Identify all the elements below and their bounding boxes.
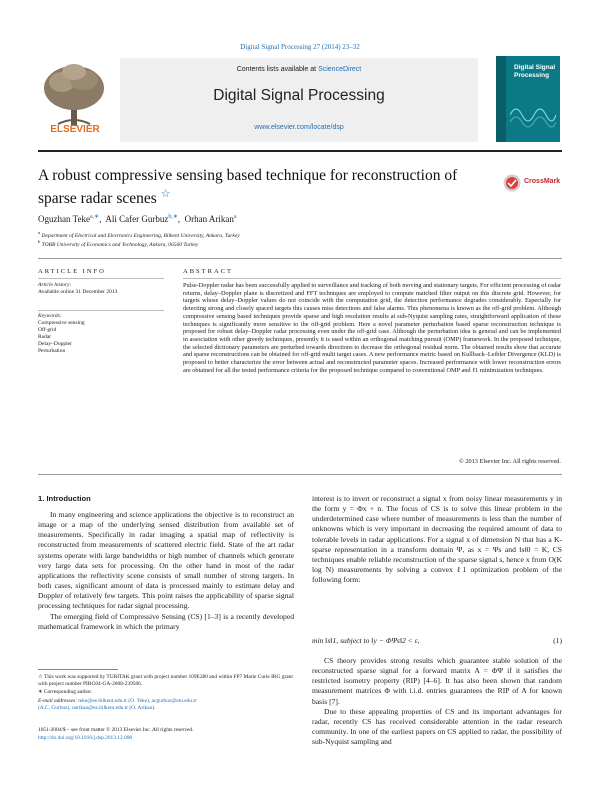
- abstract-text: Pulse-Doppler radar has been successfully applied to surveillance and tracking of both moving and stationary targets. For efficient processing of radar returns, delay–Doppler plane is discretized and FFT techniques are employed to compute matched filter output on this discrete grid. However, for targets whose delay–Doppler values do not coincide with the computation grid, the detection performance degrades considerably. Especially for detecting strong and closely spaced targets this causes miss detections and false alarms. This phenomena is known as the off-grid problem. Although compressive sensing based techniques provide sparse and high resolution results at sub-Nyquist sampling rates, straightforward application of these techniques is significantly more sensitive to the off-grid problem. Here a novel parameter perturbation based sparse reconstruction technique is proposed for robust delay–Doppler radar processing even under the off-grid case. Although the perturbation idea is general and can be implemented in association with other greedy techniques, presently it is used within an orthogonal matching pursuit (OMP) framework. In the proposed technique, the selected dictionary parameters are perturbed towards directions to decrease the orthogonal residual norm. The obtained results show that accurate and sparse reconstructions can be obtained for off-grid multi target cases. A new performance metric based on Kullback–Leibler Divergence (KLD) is proposed to better characterize the error between actual and reconstructed parameter spaces. Increased performance with lower reconstruction errors are obtained for all the tested performance criteria for the proposed technique compared to conventional OMP and ℓ1 minimization techniques.: [183, 282, 561, 374]
- article-title-text: A robust compressive sensing based technique for reconstruction of sparse radar scenes: [38, 167, 458, 208]
- keyword: Off-grid: [38, 327, 57, 333]
- crossmark-badge[interactable]: [503, 173, 565, 193]
- header-rule: [38, 150, 562, 152]
- article-info-heading: ARTICLE INFO: [38, 268, 106, 275]
- contents-prefix: Contents lists available at: [236, 66, 319, 73]
- author[interactable]: Ali Cafer Gurbuz$^{b,∗}$: [105, 214, 178, 224]
- keyword: Perturbation: [38, 348, 66, 354]
- cover-wave-graphic: [510, 100, 556, 130]
- doi-link[interactable]: http://dx.doi.org/10.1016/j.dsp.2013.12.008: [38, 735, 133, 741]
- crossmark-icon: [503, 174, 521, 192]
- email-footnote: E-mail addresses: teke@ee.bilkent.edu.tr (O. Teke), acgurbuz@etu.edu.tr: [38, 698, 197, 704]
- copyright: © 2013 Elsevier Inc. All rights reserved.: [458, 458, 561, 465]
- title-footnote-mark[interactable]: ☆: [160, 188, 171, 200]
- equation-number: (1): [553, 636, 562, 645]
- section-heading-introduction: 1. Introduction: [38, 494, 91, 503]
- paragraph: The emerging field of Compressive Sensing (CS) [1–3] is a recently developed mathematical framework in which the primary: [38, 611, 294, 631]
- affiliation: $^a$ Department of Electrical and Electronics Engineering, Bilkent University, Ankara, Turkey: [38, 230, 240, 239]
- section-rule: [38, 258, 562, 259]
- abstract-heading: ABSTRACT: [183, 268, 233, 275]
- paragraph: interest is to invert or reconstruct a signal x from noisy linear measurements y in the form y = Φx + n. The focus of CS is to solve this linear problem in the underdetermined case where number of measurements is less than the number of unknowns which is very important in decreasing the required amount of data to tolerable levels in radar applications. For a signal x of dimension N that has a K-sparse representation in a transform domain Ψ, as x = Ψs and ‖s‖0 = K, CS techniques enable reliable reconstruction of the sparse signal s, hence x from O(K log N) measurements by solving a convex ℓ1 optimization problem of the following form:: [312, 494, 562, 585]
- footnote-rule: [38, 669, 118, 670]
- intro-column-left: [38, 510, 294, 632]
- paragraph: Due to these appealing properties of CS and its important advantages for radar, recently CS has received considerable attention in the radar research community. In one of the earliest papers on CS applied to radar, the possibility of sub-Nyquist sampling and: [312, 706, 562, 747]
- issn-line: 1051-2004/$ – see front matter © 2013 Elsevier Inc. All rights reserved.: [38, 727, 194, 733]
- contents-available: [120, 66, 478, 73]
- abstract-rule: [183, 278, 561, 279]
- author[interactable]: Oguzhan Teke$^{a,∗}$: [38, 214, 100, 224]
- publisher-name: ELSEVIER: [50, 124, 100, 135]
- paragraph: CS theory provides strong results which guarantee stable solution of the reconstructed sparse signal for a forward matrix A = ΦΨ if it satisfies the restricted isometry property (RIP) [4–6]. It has also been shown that random measurement matrices Φ with i.i.d. entries guarantees the RIP of A for known basis [7].: [312, 656, 562, 706]
- crossmark-label: CrossMark: [524, 178, 561, 185]
- author[interactable]: Orhan Arikan$^a$: [184, 214, 237, 224]
- article-title: [38, 167, 488, 208]
- email-links[interactable]: teke@ee.bilkent.edu.tr (O. Teke), acgurbuz@etu.edu.tr: [78, 698, 197, 704]
- body-rule: [38, 474, 562, 475]
- cover-strip: [496, 56, 506, 142]
- keywords-list: [38, 320, 85, 355]
- equation-body: min ‖s‖1, subject to ‖y − ΦΨs‖2 < ε,: [312, 636, 420, 645]
- running-head[interactable]: Digital Signal Processing 27 (2014) 23–32: [240, 43, 360, 51]
- paragraph: In many engineering and science applications the objective is to reconstruct an image or a map of the underlying sensed distribution from available set of measurements. Specifically in radar imaging a spatial map of reflectivity is reconstructed from measurements of scattered electric field. State of the art radar systems operate with large bandwidths or high number of channels which generate very large data sets for processing. On the other hand in most of the radar applications the reflectivity scene consists of small number of strong targets. In both cases, significant amount of data is processed mainly to estimate delay and Doppler of relatively few targets. This point raises the applicability of sparse signal processing techniques for radar signal processing.: [38, 510, 294, 611]
- cover-title: Digital Signal Processing: [514, 64, 556, 79]
- intro-column-right-bottom: [312, 656, 562, 747]
- keyword: Radar: [38, 334, 52, 340]
- history-value: Available online 31 December 2013: [38, 289, 118, 295]
- email-links-continued[interactable]: (A.C. Gurbuz), oarikan@ee.bilkent.edu.tr (O. Arikan).: [38, 705, 156, 711]
- funding-footnote: ☆ This work was supported by TUBITAK grant with project number 109E280 and within FP7 Marie Curie IRG grant with project number PIRG04-GA-2008-239506.: [38, 674, 293, 687]
- journal-url[interactable]: www.elsevier.com/locate/dsp: [254, 124, 344, 131]
- journal-title: Digital Signal Processing: [213, 87, 385, 104]
- journal-cover: [496, 56, 560, 142]
- article-info-rule: [38, 278, 164, 279]
- corresponding-footnote: ∗ Corresponding author.: [38, 689, 93, 695]
- history-label: Article history:: [38, 282, 72, 288]
- keywords-rule: [38, 310, 164, 311]
- affiliation: $^b$ TOBB University of Economics and Technology, Ankara, 06560 Turkey: [38, 239, 199, 248]
- keyword: Compressive sensing: [38, 320, 85, 326]
- sciencedirect-link[interactable]: ScienceDirect: [318, 66, 362, 73]
- keywords-label: Keywords:: [38, 313, 62, 319]
- equation-1: [312, 636, 562, 645]
- author-list: Oguzhan Teke$^{a,∗}$, Ali Cafer Gurbuz$^{b,∗}$, Orhan Arikan$^a$: [38, 214, 237, 224]
- keyword: Delay–Doppler: [38, 341, 72, 347]
- intro-column-right-top: [312, 494, 562, 585]
